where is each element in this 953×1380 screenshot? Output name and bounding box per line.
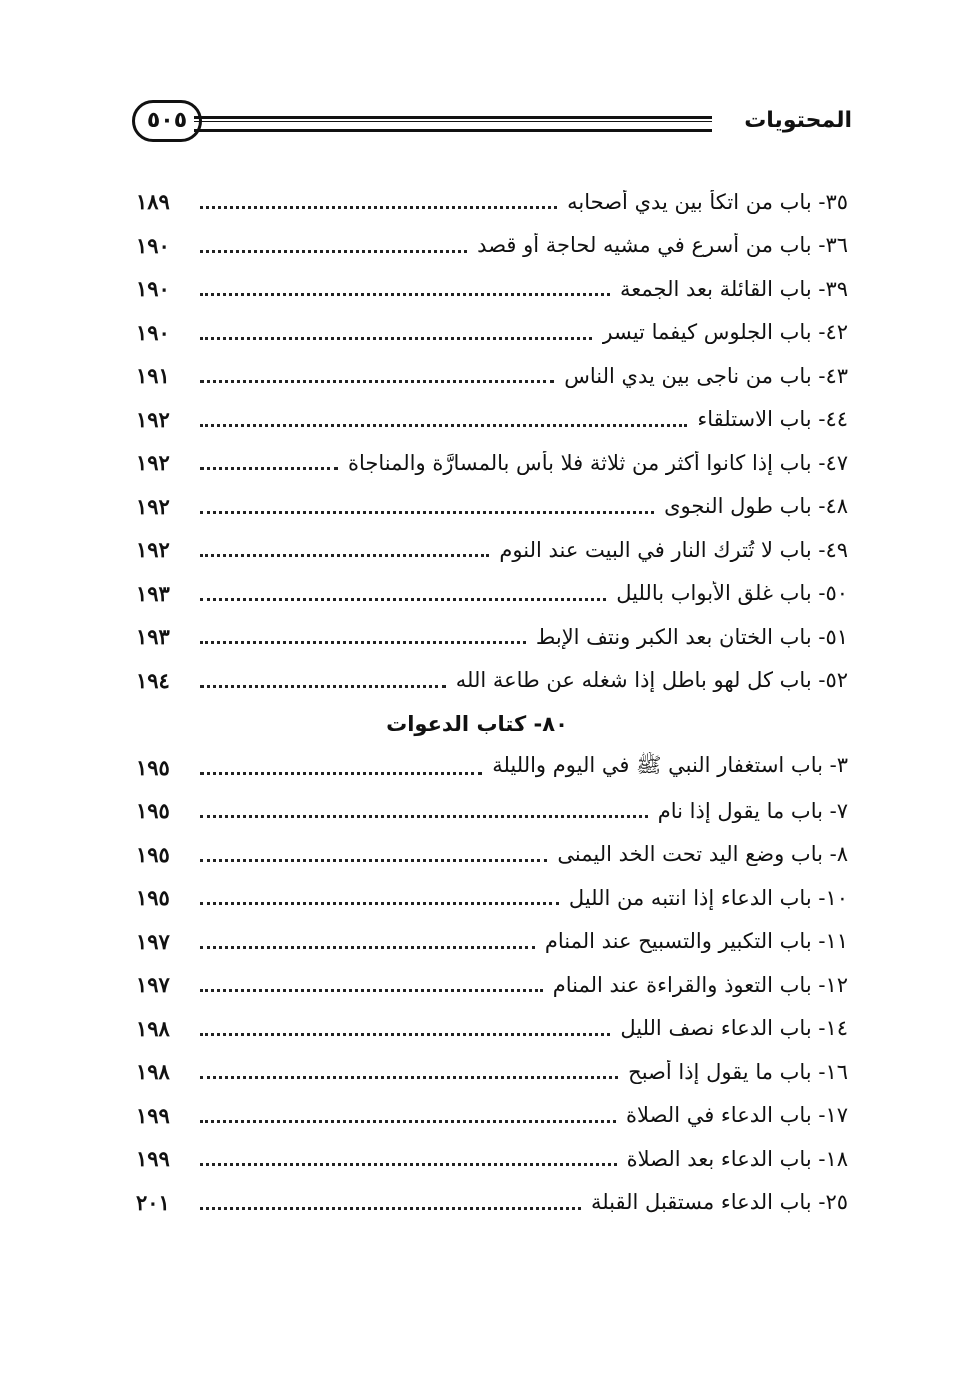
running-title: المحتويات (744, 108, 852, 133)
entry-title: ١٧- باب الدعاء في الصلاة (626, 1103, 848, 1128)
toc-entry (136, 311, 848, 355)
entry-page-number: ١٩٨ (136, 1059, 170, 1085)
entry-page-number: ١٩٨ (136, 1015, 170, 1041)
entry-title: ٤٣- باب من ناجى بين يدي الناس (564, 363, 848, 388)
toc-entry (136, 485, 848, 529)
entry-page-number: ١٩٢ (136, 493, 170, 519)
toc-entry (136, 398, 848, 442)
entry-page-number: ١٩٢ (136, 406, 170, 432)
dot-leader (200, 1207, 581, 1210)
entry-title: ٤٢- باب الجلوس كيفما تيسر (602, 320, 848, 345)
dot-leader (200, 902, 559, 905)
dot-leader (200, 511, 654, 514)
dot-leader (200, 946, 535, 949)
entry-page-number: ١٩٥ (136, 798, 170, 824)
entry-title: ١٤- باب الدعاء نصف الليل (620, 1016, 848, 1041)
entry-page-number: ١٩٥ (136, 754, 170, 780)
dot-leader (200, 641, 526, 644)
dot-leader (200, 1120, 616, 1123)
page-number-badge: ٥٠٥ (132, 100, 202, 142)
entry-page-number: ٢٠١ (136, 1189, 170, 1215)
entry-title: ٥٢- باب كل لهو باطل إذا شغله عن طاعة الله (455, 668, 848, 693)
toc-entry (136, 267, 848, 311)
section-heading: ٨٠- كتاب الدعوات (386, 711, 568, 736)
dot-leader (200, 1033, 610, 1036)
entry-page-number: ١٩٠ (136, 276, 170, 302)
dot-leader (200, 859, 547, 862)
dot-leader (200, 815, 648, 818)
toc-entry (136, 1137, 848, 1181)
toc-entry (136, 963, 848, 1007)
dot-leader (200, 1076, 618, 1079)
toc-entry (136, 1050, 848, 1094)
dot-leader (200, 685, 446, 688)
toc-entry (136, 833, 848, 877)
toc-entry (136, 659, 848, 703)
dot-leader (200, 293, 610, 296)
entry-title: ٣٥- باب من اتكأ بين يدي أصحابه (567, 189, 848, 214)
entry-title: ٥١- باب الختان بعد الكبر ونتف الإبط (535, 624, 848, 649)
entry-title: ٤٧- باب إذا كانوا أكثر من ثلاثة فلا بأس بالمسارَّة والمناجاة (348, 450, 848, 475)
table-of-contents (136, 180, 848, 1224)
entry-title: ٤٨- باب طول النجوى (664, 494, 848, 519)
entry-page-number: ١٩٤ (136, 667, 170, 693)
entry-title: ٤٩- باب لا تُترك النار في البيت عند النوم (499, 537, 848, 562)
dot-leader (200, 467, 338, 470)
entry-title: ٣٩- باب القائلة بعد الجمعة (620, 276, 848, 301)
dot-leader (200, 1163, 617, 1166)
dot-leader (200, 598, 606, 601)
entry-page-number: ١٩٥ (136, 885, 170, 911)
entry-page-number: ١٩٩ (136, 1146, 170, 1172)
dot-leader (200, 380, 554, 383)
toc-entry (136, 528, 848, 572)
page-header (132, 100, 852, 146)
entry-title: ٤٤- باب الاستلقاء (697, 407, 848, 432)
entry-page-number: ١٩٧ (136, 972, 170, 998)
toc-entry (136, 1181, 848, 1225)
dot-leader (200, 989, 543, 992)
entry-title: ٥٠- باب غلق الأبواب بالليل (616, 581, 848, 606)
entry-title: ١٦- باب ما يقول إذا أصبح (628, 1059, 848, 1084)
entry-title: ٧- باب ما يقول إذا نام (657, 798, 848, 823)
toc-entry (136, 224, 848, 268)
dot-leader (200, 337, 592, 340)
entry-title: ٣- باب استغفار النبي ﷺ في اليوم والليلة (492, 752, 848, 777)
dot-leader (200, 772, 482, 775)
dot-leader (200, 554, 489, 557)
entry-title: ٢٥- باب الدعاء مستقبل القبلة (590, 1190, 848, 1215)
entry-page-number: ١٩٥ (136, 841, 170, 867)
entry-page-number: ١٩٧ (136, 928, 170, 954)
entry-page-number: ١٩٣ (136, 580, 170, 606)
toc-entry (136, 1094, 848, 1138)
entry-title: ٣٦- باب من أسرع في مشيه لحاجة أو قصد (477, 233, 848, 258)
toc-entry (136, 1007, 848, 1051)
toc-entry (136, 876, 848, 920)
entry-page-number: ١٩٩ (136, 1102, 170, 1128)
entry-page-number: ١٩٢ (136, 537, 170, 563)
toc-entry (136, 615, 848, 659)
header-rule (194, 116, 712, 132)
entry-title: ١١- باب التكبير والتسبيح عند المنام (544, 929, 848, 954)
toc-entry (136, 180, 848, 224)
entry-title: ١٨- باب الدعاء بعد الصلاة (626, 1146, 848, 1171)
entry-page-number: ١٨٩ (136, 189, 170, 215)
dot-leader (200, 206, 557, 209)
dot-leader (200, 424, 687, 427)
entry-page-number: ١٩٢ (136, 450, 170, 476)
entry-page-number: ١٩٠ (136, 319, 170, 345)
entry-page-number: ١٩٣ (136, 624, 170, 650)
entry-title: ١٠- باب الدعاء إذا انتبه من الليل (568, 885, 848, 910)
toc-entry (136, 572, 848, 616)
entry-title: ٨- باب وضع اليد تحت الخد اليمنى (557, 842, 848, 867)
toc-entry (136, 920, 848, 964)
toc-entry (136, 441, 848, 485)
toc-entry (136, 746, 848, 790)
dot-leader (200, 250, 467, 253)
toc-entry (136, 789, 848, 833)
entry-title: ١٢- باب التعوذ والقراءة عند المنام (552, 972, 848, 997)
entry-page-number: ١٩١ (136, 363, 170, 389)
entry-page-number: ١٩٠ (136, 232, 170, 258)
toc-entry (136, 354, 848, 398)
